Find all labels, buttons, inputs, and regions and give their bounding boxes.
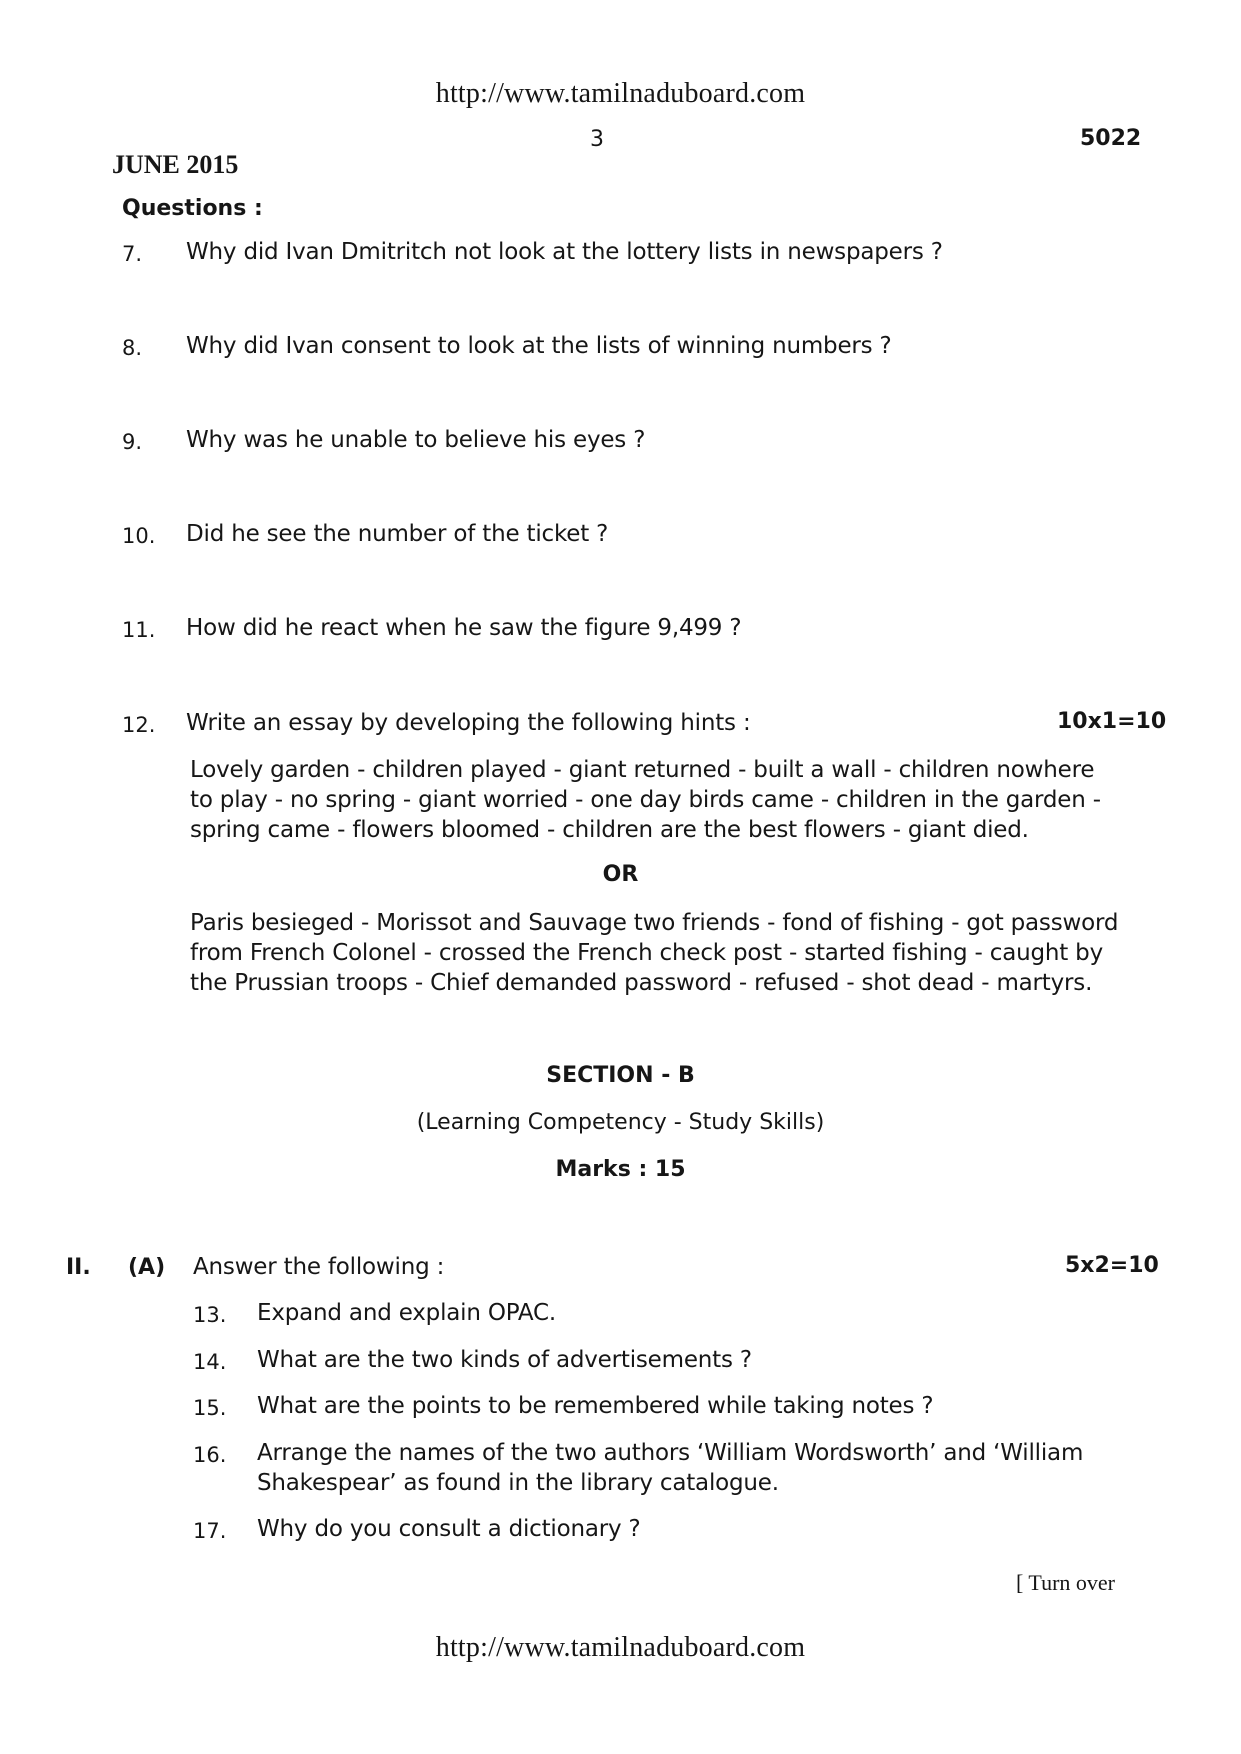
- question-number: 9.: [122, 430, 143, 454]
- question-number: 14.: [193, 1350, 227, 1374]
- question-number: 16.: [193, 1443, 227, 1467]
- question-number: 15.: [193, 1396, 227, 1420]
- question-number: 10.: [122, 524, 156, 548]
- question-text: Why do you consult a dictionary ?: [257, 1516, 641, 1542]
- section-marks: Marks : 15: [555, 1157, 686, 1182]
- question-text: How did he react when he saw the figure 9,499 ?: [186, 615, 742, 641]
- questions-heading: Questions :: [122, 196, 263, 221]
- exam-date: JUNE 2015: [112, 150, 239, 179]
- header-url: http://www.tamilnaduboard.com: [435, 78, 806, 109]
- question-number: 17.: [193, 1519, 227, 1543]
- essay-instruction: Write an essay by developing the following hints :: [186, 710, 751, 736]
- question-number: 12.: [122, 713, 156, 737]
- marks-allocation: 10x1=10: [1057, 709, 1167, 734]
- essay-hints-2: [190, 908, 1118, 998]
- question-text: Did he see the number of the ticket ?: [186, 521, 609, 547]
- question-text: Why did Ivan Dmitritch not look at the lottery lists in newspapers ?: [186, 239, 943, 265]
- or-divider: OR: [602, 862, 639, 887]
- question-text: Shakespear’ as found in the library catalogue.: [257, 1470, 779, 1496]
- part-instruction: Answer the following :: [193, 1254, 445, 1280]
- question-text: What are the two kinds of advertisements ?: [257, 1347, 752, 1373]
- page-number: 3: [590, 127, 604, 152]
- part-sub-label: (A): [128, 1255, 166, 1280]
- section-subtitle: (Learning Competency - Study Skills): [416, 1110, 825, 1135]
- question-text: What are the points to be remembered while taking notes ?: [257, 1393, 934, 1419]
- hint-line: from French Colonel - crossed the French check post - started fishing - caught by: [190, 940, 1103, 966]
- hint-line: the Prussian troops - Chief demanded password - refused - shot dead - martyrs.: [190, 970, 1093, 996]
- question-number: 13.: [193, 1303, 227, 1327]
- question-text: Why was he unable to believe his eyes ?: [186, 427, 646, 453]
- section-title: SECTION - B: [546, 1063, 695, 1088]
- question-number: 7.: [122, 242, 143, 266]
- question-text: Expand and explain OPAC.: [257, 1300, 557, 1326]
- question-number: 8.: [122, 336, 143, 360]
- hint-line: to play - no spring - giant worried - one day birds came - children in the garden -: [190, 787, 1101, 813]
- hint-line: Lovely garden - children played - giant returned - built a wall - children nowhere: [190, 757, 1095, 783]
- question-number: 11.: [122, 618, 156, 642]
- footer-url: http://www.tamilnaduboard.com: [435, 1632, 806, 1663]
- hint-line: spring came - flowers bloomed - children are the best flowers - giant died.: [190, 817, 1029, 843]
- marks-allocation: 5x2=10: [1065, 1253, 1159, 1278]
- paper-code: 5022: [1080, 126, 1142, 151]
- turn-over-note: [ Turn over: [1016, 1570, 1116, 1595]
- part-roman-number: II.: [66, 1255, 91, 1280]
- essay-hints-1: [190, 755, 1101, 845]
- question-text: Arrange the names of the two authors ‘William Wordsworth’ and ‘William: [257, 1440, 1084, 1466]
- hint-line: Paris besieged - Morissot and Sauvage two friends - fond of fishing - got password: [190, 910, 1119, 936]
- question-text: Why did Ivan consent to look at the lists of winning numbers ?: [186, 333, 892, 359]
